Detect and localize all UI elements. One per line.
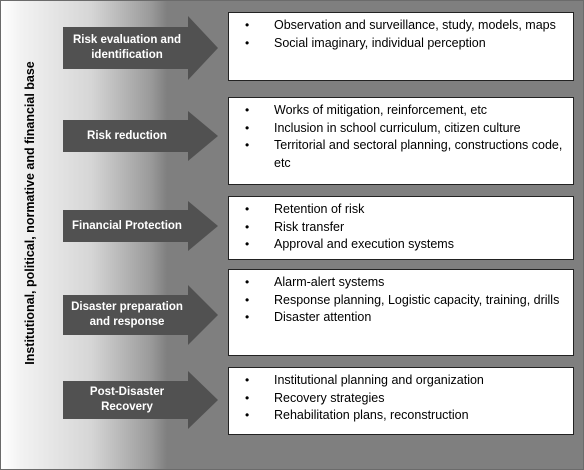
stage-details-box xyxy=(228,12,574,81)
list-item: • Approval and execution systems xyxy=(245,236,565,254)
stage-label: Disaster preparation and response xyxy=(71,301,183,328)
stage-arrow xyxy=(63,285,218,345)
stage-details-box xyxy=(228,367,574,435)
stage-label: Risk evaluation and identification xyxy=(72,34,181,61)
list-item: • Alarm-alert systems xyxy=(245,274,565,292)
list-item: • Risk transfer xyxy=(245,219,565,237)
list-item: • Recovery strategies xyxy=(245,390,565,408)
stage-label: Post-Disaster Recovery xyxy=(89,386,165,413)
vertical-title-text: Institutional, political, normative and financial base xyxy=(23,61,37,365)
stage-details-box xyxy=(228,196,574,260)
list-item: • Retention of risk xyxy=(245,201,565,219)
list-item: • Inclusion in school curriculum, citizen culture xyxy=(245,120,565,138)
list-item: • Response planning, Logistic capacity, training, drills xyxy=(245,292,565,310)
list-item: • Social imaginary, individual perception xyxy=(245,35,565,53)
list-item: • Observation and surveillance, study, models, maps xyxy=(245,17,565,35)
stage-arrow xyxy=(63,201,218,251)
stage-arrow xyxy=(63,111,218,161)
list-item: • Disaster attention xyxy=(245,309,565,327)
stage-details-box xyxy=(228,97,574,185)
stage-label: Risk reduction xyxy=(87,129,167,142)
stage-arrow xyxy=(63,16,218,80)
list-item: • Territorial and sectoral planning, constructions code, etc xyxy=(245,137,565,172)
list-item: • Institutional planning and organization xyxy=(245,372,565,390)
stage-arrow xyxy=(63,371,218,429)
stage-details-box xyxy=(228,269,574,356)
stage-label: Financial Protection xyxy=(72,219,182,232)
list-item: • Works of mitigation, reinforcement, etc xyxy=(245,102,565,120)
list-item: • Rehabilitation plans, reconstruction xyxy=(245,407,565,425)
